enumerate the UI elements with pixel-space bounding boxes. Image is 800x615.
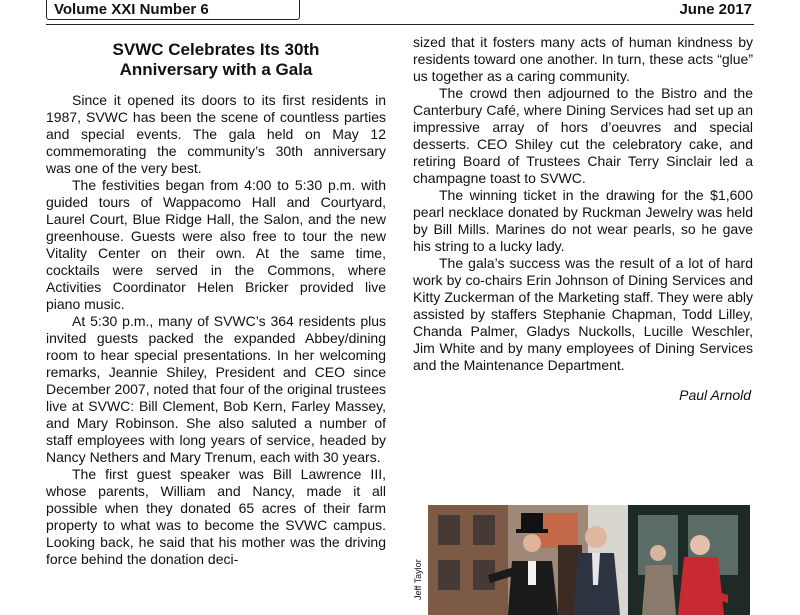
photo-credit-text: Jeff Taylor [413,559,423,600]
gala-photo-illustration [428,505,750,615]
article-byline: Paul Arnold [679,387,751,403]
article-paragraph-continued: sized that it fosters many acts of human kindness by residents toward one another. In turn, these acts “glue” us together as a caring community. [413,34,753,84]
photo-credit [412,540,426,600]
gala-photo [428,505,750,615]
article-paragraph: The winning ticket in the drawing for the $1,600 pearl necklace donated by Ruckman Jewelry was held by Bill Mills. Marines do not wear pearls, so he gave his string to a lucky lady. [413,187,753,254]
article-paragraph: At 5:30 p.m., many of SVWC’s 364 residents plus invited guests packed the expanded Abbey/dining room to hear special presentations. In her welcoming remarks, Jeannie Shiley, President and CEO since December 2007, noted that four of the original trustees live at SVWC: Bill Clement, Bob Kern, Farley Massey, and Mary Robinson. She also saluted a number of staff employees with long years of service, headed by Nancy Nethers and Mary Trenum, each with 30 years. [46,313,386,465]
article-title-line-2: Anniversary with a Gala [119,60,313,79]
header-volume-number: Volume XXI Number 6 [54,1,209,18]
article-title-line-1: SVWC Celebrates Its 30th [112,40,320,59]
header-rule [46,24,754,25]
article-paragraph: Since it opened its doors to its first residents in 1987, SVWC has been the scene of countless parties and special events. The gala held on May 12 commemorating the community’s 30th anniversary was one of the very best. [46,92,386,176]
article-paragraph: The first guest speaker was Bill Lawrence III, whose parents, William and Nancy, made it all possible when they donated 65 acres of their farm property to what was to become the SVWC campus. Looking back, he said that his mother was the driving force behind the donation deci- [46,466,386,567]
article-paragraph: The crowd then adjourned to the Bistro and the Canterbury Café, where Dining Services had set up an impressive array of hors d’oeuvres and special desserts. CEO Shiley cut the celebratory cake, and retiring Board of Trustees Chair Terry Sinclair led a champagne toast to SVWC. [413,85,753,186]
article-column-right [413,34,753,404]
article-paragraph: The festivities began from 4:00 to 5:30 p.m. with guided tours of Wappacomo Hall and Courtyard, Laurel Court, Blue Ridge Hall, the Salon, and the new greenhouse. Guests were also free to tour the new Vitality Center on their own. At the same time, cocktails were served in the Commons, where Activities Coordinator Helen Bricker provided live piano music. [46,177,386,312]
article-column-left [46,34,386,568]
article-title [46,40,386,80]
article-paragraph: The gala’s success was the result of a lot of hard work by co-chairs Erin Johnson of Dining Services and Kitty Zuckerman of the Marketing staff. They were ably assisted by staffers Stephanie Chapman, Todd Lilley, Chanda Palmer, Gladys Nuckolls, Lucille Weschler, Jim White and by many employees of Dining Services and the Maintenance Department. [413,255,753,373]
header-date: June 2017 [679,1,752,18]
